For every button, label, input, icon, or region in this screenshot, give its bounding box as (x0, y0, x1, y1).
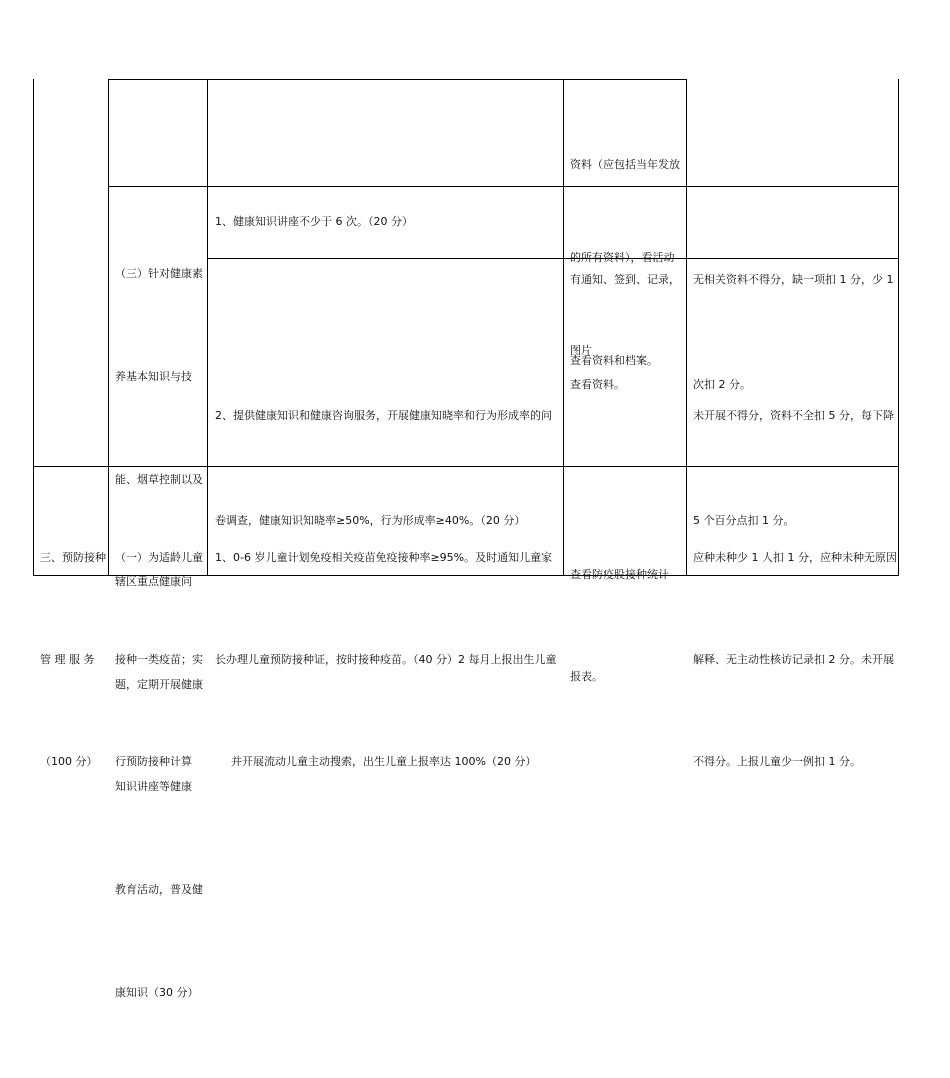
table-border-right (898, 79, 899, 576)
method-vaccination: 查看防疫股接种统计 报表。 (570, 568, 669, 683)
scoring-survey: 未开展不得分，资料不全扣 5 分，每下降 5 个百分点扣 1 分。 (693, 409, 894, 527)
criteria-lecture: 1、健康知识讲座不少于 6 次。（20 分） (215, 215, 413, 228)
method-survey: 查看资料和档案。 (570, 354, 658, 367)
method-lecture: 有通知、签到、记录， 查看资料。 (570, 273, 680, 391)
method-cell-continued: 资料（应包括当年发放 的所有资料），看活动 图片 (570, 158, 680, 357)
row-top-border (108, 79, 686, 80)
criteria-survey: 2、提供健康知识和健康咨询服务，开展健康知晓率和行为形成率的问 卷调查，健康知识知晓率≥50%，行为形成率≥40%。（20 分） (215, 409, 552, 527)
column-divider (563, 79, 564, 576)
item-vaccination: 三、预防接种 管 理 服 务 （100 分） (40, 551, 106, 768)
column-divider (108, 79, 109, 576)
sub-item-vaccination: （一）为适龄儿童 接种一类疫苗；实 行预防接种计算 (115, 551, 203, 768)
scoring-vaccination: 应种未种少 1 人扣 1 分，应种未种无原因 解释、无主动性核访记录扣 2 分。未开展 不得分。上报儿童少一例扣 1 分。 (693, 551, 897, 768)
criteria-vaccination: 1、0-6 岁儿童计划免疫相关疫苗免疫接种率≥95%。及时通知儿童家 长办理儿童预防接种证，按时接种疫苗。（40 分）2 每月上报出生儿童 并开展流动儿童主动搜索，出生儿童上报率达 100%（20 分） (215, 551, 557, 768)
sub-item-health-education: （三）针对健康素 养基本知识与技 能、烟草控制以及 辖区重点健康问 题，定期开展健康 知识讲座等健康 教育活动，普及健 康知识（30 分） (115, 267, 203, 999)
column-divider (686, 79, 687, 576)
column-divider (207, 79, 208, 576)
scoring-lecture: 无相关资料不得分，缺一项扣 1 分，少 1 次扣 2 分。 (693, 273, 894, 391)
table-border-left (33, 79, 34, 576)
row-divider (108, 186, 898, 187)
